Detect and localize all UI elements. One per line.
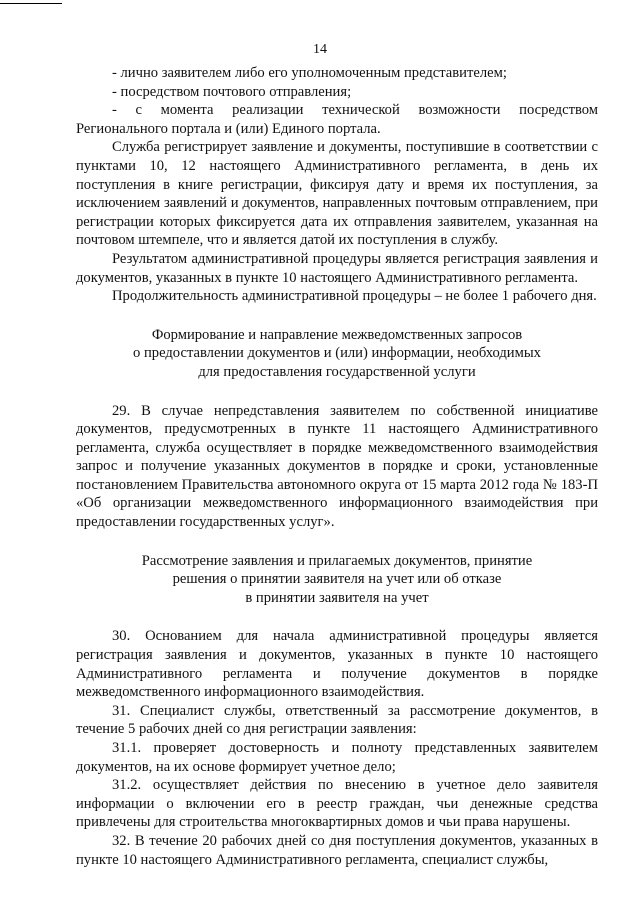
- section-heading-application-review: [76, 552, 598, 608]
- document-body: [76, 64, 598, 869]
- section-heading-interagency-requests: [76, 326, 598, 382]
- list-item-in-person: - лично заявителем либо его уполномоченным представителем;: [112, 65, 507, 81]
- scan-corner-line: [0, 3, 62, 4]
- heading-line: Формирование и направление межведомственных запросов: [151, 326, 523, 343]
- paragraph-result: Результатом административной процедуры является регистрация заявления и документов, указанных в пункте 10 настоящего Административного регламента.: [76, 250, 598, 286]
- heading-line: решения о принятии заявителя на учет или об отказе: [172, 571, 502, 588]
- heading-line: Рассмотрение заявления и прилагаемых документов, принятие: [141, 552, 533, 569]
- list-item-portal: - с момента реализации технической возможности посредством Регионального портала и (или) Единого портала.: [76, 102, 598, 137]
- paragraph-registration: Служба регистрирует заявление и документы, поступившие в соответствии с пунктами 10, 12 настоящего Административного регламента, в день их поступления в книге регистрации, фиксируя дату и время их поступления, за исключением заявлений и документов, направленных почтовым отправлением, при регистрации которых фиксируется дата их отправления заявителем, указанная на почтовом штемпеле, что и является датой их поступления в службу.: [76, 139, 598, 249]
- paragraph-31-1: 31.1. проверяет достоверность и полноту представленных заявителем документов, на их основе формирует учетное дело;: [76, 740, 598, 775]
- paragraph-30: 30. Основанием для начала административной процедуры является регистрация заявления и документов, указанных в пункте 10 настоящего Административного регламента и получение документов в порядке межведомственного информационного взаимодействия.: [76, 628, 598, 701]
- page-number: 14: [313, 42, 327, 57]
- paragraph-32: 32. В течение 20 рабочих дней со дня поступления документов, указанных в пункте 10 настоящего Административного регламента, специалист службы,: [76, 832, 598, 868]
- heading-line: для предоставления государственной услуги: [198, 363, 476, 380]
- paragraph-31-2: 31.2. осуществляет действия по внесению в учетное дело заявителя информации о включении его в реестр граждан, чьи денежные средства привлечены для строительства многоквартирных домов и чьи права нарушены.: [76, 777, 598, 831]
- list-item-by-mail: - посредством почтового отправления;: [112, 83, 352, 100]
- paragraph-duration: Продолжительность административной процедуры – не более 1 рабочего дня.: [112, 288, 597, 305]
- paragraph-29: 29. В случае непредставления заявителем по собственной инициативе документов, предусмотренных в пункте 11 настоящего Административного регламента, служба осуществляет в порядке межведомственного взаимодействия запрос и получение указанных документов в порядке и сроки, установленные постановлением Правительства автономного округа от 15 марта 2012 года № 183-П «Об организации межведомственного информационного взаимодействия при предоставлении государственных услуг».: [76, 402, 598, 531]
- heading-line: о предоставлении документов и (или) информации, необходимых: [133, 345, 541, 362]
- paragraph-31: 31. Специалист службы, ответственный за рассмотрение документов, в течение 5 рабочих дней со дня регистрации заявления:: [76, 702, 598, 738]
- heading-line: в принятии заявителя на учет: [245, 589, 429, 606]
